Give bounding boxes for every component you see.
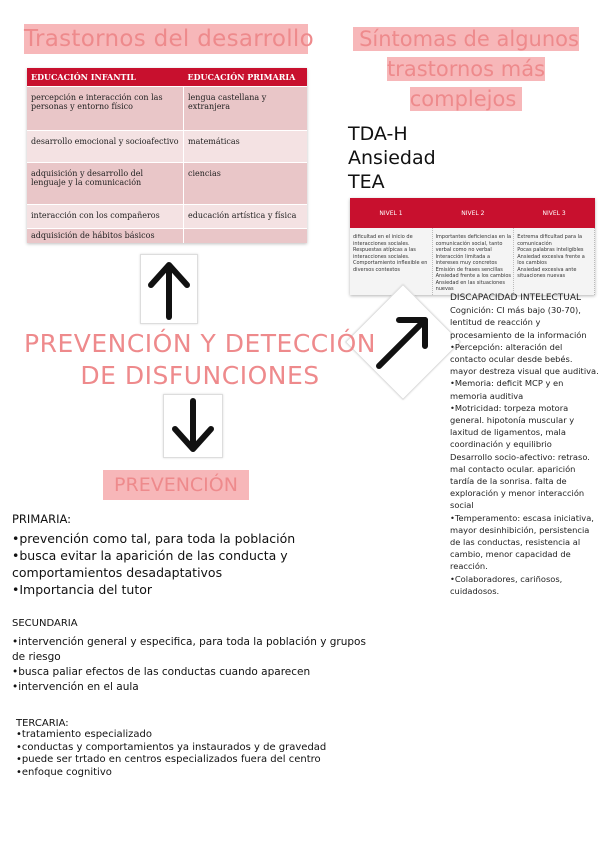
level-2-item: Ansiedad en las situaciones nuevas	[435, 279, 505, 292]
header-nivel-3: NIVEL 3	[514, 198, 595, 228]
table-cell	[184, 229, 308, 244]
table-cell: ciencias	[184, 163, 308, 205]
table-cell: percepción e interacción con las personas y entorno físico	[27, 87, 184, 131]
level-2-item: Importantes deficiencias en la comunicación social, tanto verbal como no verbal	[435, 234, 512, 253]
level-2-item: Interacción limitada a intereses muy concretos	[435, 253, 498, 266]
level-3-cell	[514, 228, 595, 295]
list-item: •conductas y comportamientos ya instaurados y de gravedad	[16, 741, 327, 753]
level-2-cell	[432, 228, 514, 295]
arrow-down-icon	[163, 394, 223, 458]
header-nivel-2: NIVEL 2	[432, 198, 514, 228]
list-item: •intervención general y especifica, para toda la población y grupos de riesgo	[12, 636, 366, 663]
title-trastornos: Trastornos del desarrollo	[24, 26, 314, 52]
table-cell: educación artística y física	[184, 205, 308, 229]
header-nivel-1: NIVEL 1	[350, 198, 432, 228]
title-sintomas-text: Síntomas de algunos trastornos más complejos	[353, 27, 579, 111]
level-2-item: Ansiedad frente a los cambios	[435, 273, 512, 279]
list-item: •Importancia del tutor	[12, 582, 153, 597]
list-item: •tratamiento especializado	[16, 729, 153, 740]
level-3-item: Ansiedad excesiva ante situaciones nuevas	[517, 266, 577, 279]
list-item: •busca evitar la aparición de las conducta y comportamientos desadaptativos	[12, 548, 288, 580]
section-title: DISCAPACIDAD INTELECTUAL	[450, 293, 582, 303]
list-item: •Motricidad: torpeza motora general. hipotonía muscular y laxitud de ligamentos, mala coordinación y equilibrio	[450, 402, 575, 450]
table-row	[27, 131, 307, 163]
table-row	[27, 205, 307, 229]
arrow-up-icon	[140, 254, 198, 324]
level-table	[350, 198, 595, 295]
diagnosis-list	[348, 122, 436, 194]
diagnosis-item: TDA-H	[348, 123, 408, 145]
section-primaria	[12, 512, 332, 598]
list-item: Cognición: CI más bajo (30-70), lentitud de reacción y procesamiento de la información	[450, 305, 587, 340]
table-cell: interacción con los compañeros	[27, 205, 184, 229]
main-heading: PREVENCIÓN Y DETECCIÓN DE DISFUNCIONES	[24, 329, 376, 390]
level-3-item: Ansiedad excesiva frente a los cambios	[517, 253, 585, 266]
list-item: •prevención como tal, para toda la población	[12, 531, 296, 546]
list-item: •Memoria: deficit MCP y en memoria auditiva	[450, 378, 564, 401]
list-item: •enfoque cognitivo	[16, 766, 112, 778]
level-1-cell: dificultad en el inicio de interacciones sociales. Respuestas atípicas a las interacciones sociales. Comportamiento inflexible en diversos contextos	[350, 228, 432, 295]
section-secundaria	[12, 618, 372, 695]
level-3-item: Pocas palabras inteligibles	[517, 247, 584, 253]
list-item: •Temperamento: escasa iniciativa, mayor desinhibición, persistencia de las conductas, resistencia al cambio, menor capacidad de reacción.	[450, 512, 594, 572]
table-row	[27, 87, 307, 131]
header-infantil: EDUCACIÓN INFANTIL	[27, 68, 184, 87]
list-item: •busca paliar efectos de las conductas cuando aparecen	[12, 666, 311, 678]
section-terciaria	[16, 718, 376, 779]
list-item: •intervención en el aula	[12, 681, 139, 693]
list-item: Desarrollo socio-afectivo: retraso. mal contacto ocular. aparición tardía de la sonrisa. falta de exploración y menor interacción social	[450, 451, 590, 511]
level-table-row	[350, 228, 595, 295]
bullet-list	[12, 635, 372, 695]
section-discapacidad	[450, 292, 600, 597]
level-3-item: Extrema dificultad para la comunicación	[517, 234, 583, 247]
section-title: TERCARIA:	[16, 718, 69, 729]
table-cell: matemáticas	[184, 131, 308, 163]
list-item: •puede ser trtado en centros especializados fuera del centro	[16, 754, 321, 765]
education-table-header	[27, 68, 307, 87]
education-table	[27, 68, 307, 243]
table-cell: lengua castellana y extranjera	[184, 87, 308, 131]
bullet-list	[12, 530, 332, 598]
section-title: PRIMARIA:	[12, 512, 72, 526]
diagnosis-item: Ansiedad	[348, 147, 436, 169]
list-item: •Percepción: alteración del contacto ocular desde bebés. mayor destreza visual que auditiva.	[450, 341, 599, 377]
diagnosis-item: TEA	[348, 171, 385, 193]
table-cell: adquisición de hábitos básicos	[27, 229, 184, 244]
list-item: •Colaboradores, cariñosos, cuidadosos.	[450, 573, 563, 596]
table-row	[27, 229, 307, 244]
section-title: SECUNDARIA	[12, 618, 78, 629]
bullet-list	[16, 729, 376, 779]
level-2-item: Emisión de frases sencillas	[435, 266, 503, 273]
header-primaria: EDUCACIÓN PRIMARIA	[184, 68, 308, 87]
prevention-label: PREVENCIÓN	[103, 470, 249, 500]
title-sintomas	[350, 24, 582, 114]
table-row	[27, 163, 307, 205]
table-cell: adquisición y desarrollo del lenguaje y la comunicación	[27, 163, 184, 205]
table-cell: desarrollo emocional y socioafectivo	[27, 131, 184, 163]
level-table-header	[350, 198, 595, 228]
